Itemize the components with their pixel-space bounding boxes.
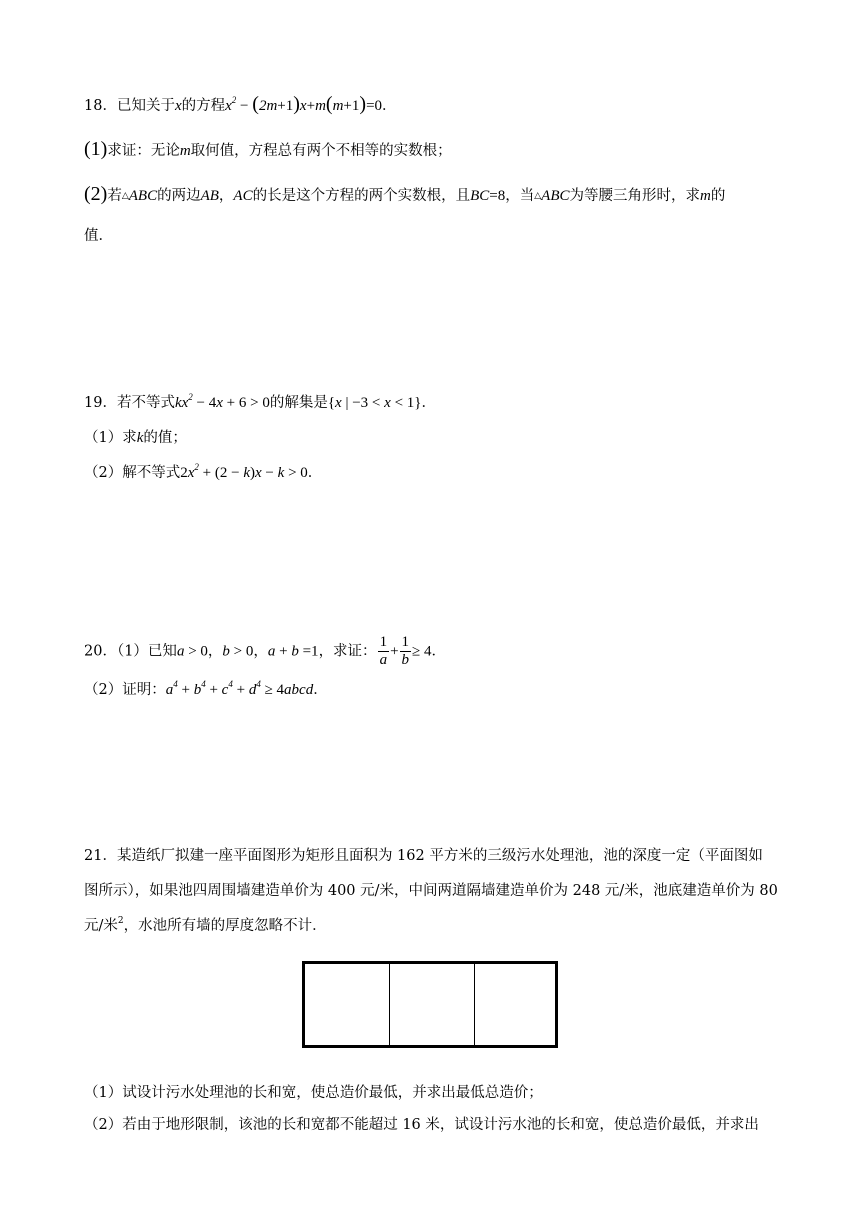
q21-line2: 图所示），如果池四周围墙建造单价为 400 元/米，中间两道隔墙建造单价为 248 元/米，池底建造单价为 80 — [84, 883, 778, 899]
pool-plan-diagram — [302, 961, 558, 1048]
q18-part2-cont: 值． — [84, 228, 113, 244]
q18-stem: 18．已知关于x的方程$x^2 - (2m+1)x+m(m+1)=0$． — [84, 93, 397, 115]
q20-stem: 20．（1）已知a > 0，b > 0，a + b =1，求证： $\frac{1}{a}$ + $\frac{1}{b}$ ≥ 4． — [84, 634, 447, 668]
q19-part2: （2）解不等式$2x^2 + (2 - k)x - k > 0$． — [84, 462, 323, 481]
q19-part1: （1）求k的值； — [84, 430, 187, 446]
q21-part1: （1）试设计污水处理池的长和宽，使总造价最低，并求出最低总造价； — [84, 1085, 543, 1101]
partition-wall-1 — [389, 964, 390, 1045]
partition-wall-2 — [474, 964, 475, 1045]
q18-equation: $x^2 - (2m+1)x+m(m+1)=0$ — [225, 93, 383, 115]
q21-line3: 元/米$^2$，水池所有墙的厚度忽略不计． — [84, 916, 327, 934]
q19-stem: 19．若不等式$kx^2 - 4x + 6 > 0$的解集是{x | −3 < x < 1}． — [84, 392, 436, 411]
q21-part2: （2）若由于地形限制，该池的长和宽都不能超过 16 米，试设计污水池的长和宽，使总造价最低，并求出 — [84, 1117, 759, 1133]
q20-part2: （2）证明：$a^4 + b^4 + c^4 + d^4$ ≥ 4abcd． — [84, 679, 328, 698]
q18-part2: (2)若△ABC的两边AB，AC的长是这个方程的两个实数根，且BC=8，当△ABC为等腰三角形时，求m的 — [84, 183, 726, 205]
fraction-1-over-b: $\frac{1}{b}$ — [401, 634, 410, 668]
q18-part1: (1)求证：无论m取何值，方程总有两个不相等的实数根； — [84, 138, 452, 160]
q21-line1: 21．某造纸厂拟建一座平面图形为矩形且面积为 162 平方米的三级污水处理池，池的深度一定（平面图如 — [84, 848, 763, 864]
fraction-1-over-a: $\frac{1}{a}$ — [379, 634, 388, 668]
